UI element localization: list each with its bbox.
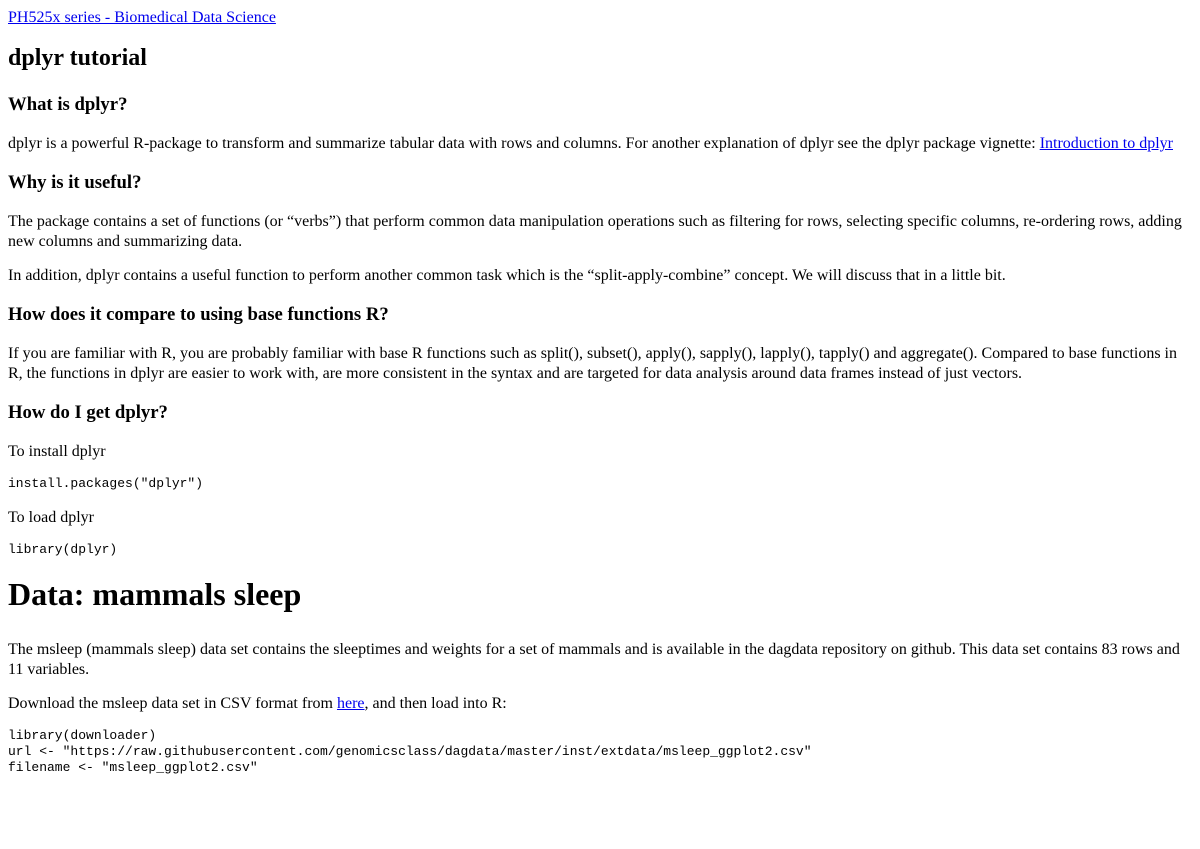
page-title: dplyr tutorial <box>8 45 147 71</box>
heading-data-section: Data: mammals sleep <box>8 576 302 612</box>
compare-paragraph: If you are familiar with R, you are probably familiar with base R functions such as split(), subset(), apply(), sapply(), lapply(), tapply() and aggregate(). Compared to base functions in R, the functions in dplyr are easier to work with, are more consistent in the syntax and are targeted for data analysis around data frames instead of just vectors. <box>8 345 1177 382</box>
load-code: library(dplyr) <box>8 542 118 557</box>
here-link[interactable]: here <box>336 695 365 712</box>
heading-compare: How does it compare to using base functions R? <box>8 304 389 325</box>
load-label: To load dplyr <box>8 509 94 526</box>
series-link[interactable]: PH525x series - Biomedical Data Science <box>8 9 276 26</box>
heading-what-is-dplyr: What is dplyr? <box>8 94 128 115</box>
download-text-before: Download the msleep data set in CSV format from <box>8 695 337 712</box>
heading-get-dplyr: How do I get dplyr? <box>8 402 168 423</box>
install-code: install.packages("dplyr") <box>8 476 204 491</box>
why-paragraph-2: In addition, dplyr contains a useful function to perform another common task which is the “split-apply-combine” concept. We will discuss that in a little bit. <box>8 267 1006 284</box>
download-text-after: , and then load into R: <box>364 695 507 712</box>
why-paragraph-1: The package contains a set of functions (or “verbs”) that perform common data manipulation operations such as filtering for rows, selecting specific columns, re-ordering rows, adding new columns and summarizing data. <box>8 213 1182 250</box>
download-code: library(downloader) url <- "https://raw.githubusercontent.com/genomicsclass/dagdata/master/inst/extdata/msleep_ggplot2.csv" filename <- "msleep_ggplot2.csv" <box>8 728 812 775</box>
what-text: dplyr is a powerful R-package to transform and summarize tabular data with rows and columns. For another explanation of dplyr see the dplyr package vignette: <box>8 135 1040 152</box>
heading-why-useful: Why is it useful? <box>8 172 142 193</box>
download-paragraph <box>8 694 1192 714</box>
install-label: To install dplyr <box>8 443 106 460</box>
data-paragraph: The msleep (mammals sleep) data set contains the sleeptimes and weights for a set of mammals and is available in the dagdata repository on github. This data set contains 83 rows and 11 variables. <box>8 641 1180 678</box>
intro-dplyr-link[interactable]: Introduction to dplyr <box>1039 135 1173 152</box>
what-paragraph <box>8 134 1192 154</box>
